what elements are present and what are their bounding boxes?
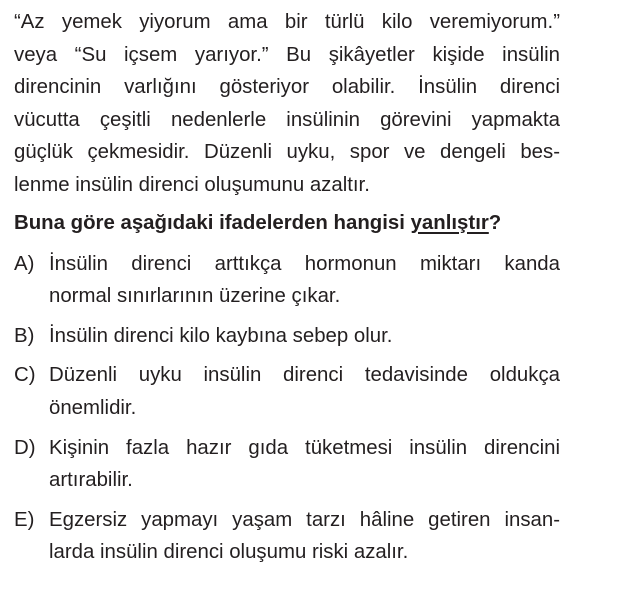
answer-options: [14, 248, 560, 569]
option-line: Düzenli uyku insülin direnci tedavisinde oldukça: [49, 364, 560, 387]
option-line: önemlidir.: [49, 396, 137, 419]
passage-line: güçlük çekmesidir. Düzenli uyku, spor ve dengeli bes-: [14, 141, 560, 164]
option-c[interactable]: [14, 359, 560, 424]
option-b[interactable]: [14, 320, 560, 353]
option-text: [49, 248, 560, 313]
option-letter: E): [14, 508, 35, 531]
option-letter: D): [14, 436, 36, 459]
option-line: İnsülin direnci arttıkça hormonun miktarı kanda: [49, 252, 560, 275]
passage-line: vücutta çeşitli nedenlerle insülinin görevini yapmakta: [14, 108, 560, 131]
option-d[interactable]: [14, 432, 560, 497]
option-line: Kişinin fazla hazır gıda tüketmesi insülin direncini: [49, 436, 560, 459]
passage-line: veya “Su içsem yarıyor.” Bu şikâyetler kişide insülin: [14, 43, 560, 66]
option-letter: C): [14, 364, 36, 387]
option-e[interactable]: [14, 504, 560, 569]
option-line: İnsülin direnci kilo kaybına sebep olur.: [49, 324, 393, 347]
option-text: [49, 320, 560, 353]
option-line: normal sınırlarının üzerine çıkar.: [49, 285, 341, 308]
option-line: artırabilir.: [49, 469, 133, 492]
question-stem: [14, 208, 560, 238]
option-text: [49, 359, 560, 424]
question-suffix: ?: [488, 211, 502, 234]
passage-line: direncinin varlığını gösteriyor olabilir. İnsülin direnci: [14, 76, 560, 99]
option-line: Egzersiz yapmayı yaşam tarzı hâline getiren insan-: [49, 508, 560, 531]
option-letter: A): [14, 252, 35, 275]
option-text: [49, 504, 560, 569]
question-emphasis: yanlıştır: [410, 211, 489, 234]
question-prefix: Buna göre aşağıdaki ifadelerden hangisi: [14, 211, 411, 234]
question-page: [14, 6, 560, 576]
passage-line: lenme insülin direnci oluşumunu azaltır.: [14, 173, 370, 196]
option-text: [49, 432, 560, 497]
option-letter: B): [14, 324, 35, 347]
passage-line: “Az yemek yiyorum ama bir türlü kilo veremiyorum.”: [14, 11, 560, 33]
option-line: larda insülin direnci oluşumu riski azalır.: [49, 541, 409, 564]
passage-text: [14, 6, 560, 202]
option-a[interactable]: [14, 248, 560, 313]
